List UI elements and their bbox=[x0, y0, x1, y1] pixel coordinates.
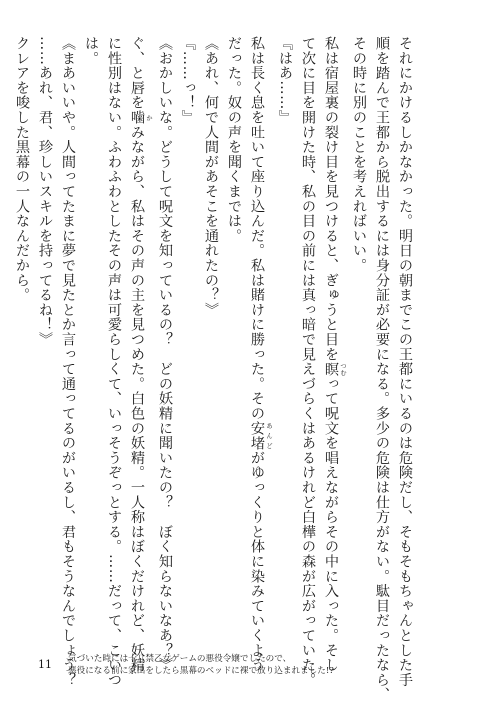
ruby-reading: あんど bbox=[265, 420, 273, 451]
text-line: に性別はない。ふわふわとしたその声は可愛らしくて、いっそうぞっとする。……だって、こいつ bbox=[106, 36, 122, 688]
text-segment: 私は長く息を吐いて座り込んだ。私は賭けに勝った。その bbox=[249, 36, 265, 421]
text-line: 『はあ……』 bbox=[277, 36, 293, 125]
text-segment: 私は宿屋裏の裂け目を見つけると、ぎゅうと目を bbox=[323, 36, 339, 362]
text-line: その時に別のことを考えればいい。 bbox=[351, 36, 367, 273]
text-line bbox=[319, 36, 347, 673]
ruby-base: 瞑 bbox=[323, 361, 339, 377]
running-footer bbox=[68, 653, 334, 677]
page-number: 11 bbox=[38, 658, 52, 671]
text-line bbox=[125, 36, 153, 673]
text-segment: みながら、私はその声の主を見つめた。白色の妖精。一人称はぼくだけれど、妖精 bbox=[129, 124, 145, 673]
text-line: だった。奴の声を聞くまでは。 bbox=[226, 36, 242, 244]
ruby-word bbox=[129, 110, 153, 125]
footer-title-line-1: 気づいた時には十八禁乙女ゲームの悪役令嬢でしたので、 bbox=[68, 654, 292, 664]
text-line: 《おかしいな。どうして呪文を知っているの？ どの妖精に聞いたの？ ぼく知らないなあ？》 bbox=[157, 36, 173, 673]
text-line: 『……っ！』 bbox=[180, 36, 196, 125]
footer-title-line-2: 悪役になる前に家出をしたら黒幕のベッドに裸で放り込まれました!? bbox=[68, 666, 334, 676]
text-segment: ぐ、と唇を bbox=[129, 36, 145, 110]
text-line: ……あれ、君、珍しいスキルを持ってるね！》 bbox=[37, 36, 53, 347]
ruby-word bbox=[249, 420, 273, 451]
text-line: 《あれ、何で人間があそこを通れたの？》 bbox=[203, 36, 219, 318]
text-line: 《まあいいや。人間ってたまに夢で見たとか言って通ってるのがいるし、君もそうなんでしょう？ bbox=[60, 36, 76, 688]
ruby-base: 安堵 bbox=[249, 420, 265, 451]
text-line: それにかけるしかなかった。明日の朝までこの王都にいるのは危険だし、そもそもちゃんとした手 bbox=[397, 36, 413, 688]
text-line bbox=[245, 36, 273, 673]
text-line: クレアを唆した黒幕の一人なんだから。 bbox=[14, 36, 30, 303]
text-line: て次に目を開けた時、私の目の前には真っ暗で見えづらくはあるけれど白樺の森が広がっていた。 bbox=[300, 36, 316, 688]
text-segment: がゆっくりと体に染みていくよう bbox=[249, 450, 265, 673]
ruby-reading: つむ bbox=[339, 361, 347, 377]
ruby-reading: か bbox=[145, 110, 153, 125]
ruby-word bbox=[323, 361, 347, 377]
text-line: 順を踏んで王都から脱出するには身分証が必要になる。多少の危険は仕方がない。駄目だったなら、 bbox=[374, 36, 390, 702]
ruby-base: 噛 bbox=[129, 110, 145, 125]
text-line: は。 bbox=[83, 36, 99, 66]
text-segment: って呪文を唱えながらその中に入った。そし bbox=[323, 376, 339, 673]
